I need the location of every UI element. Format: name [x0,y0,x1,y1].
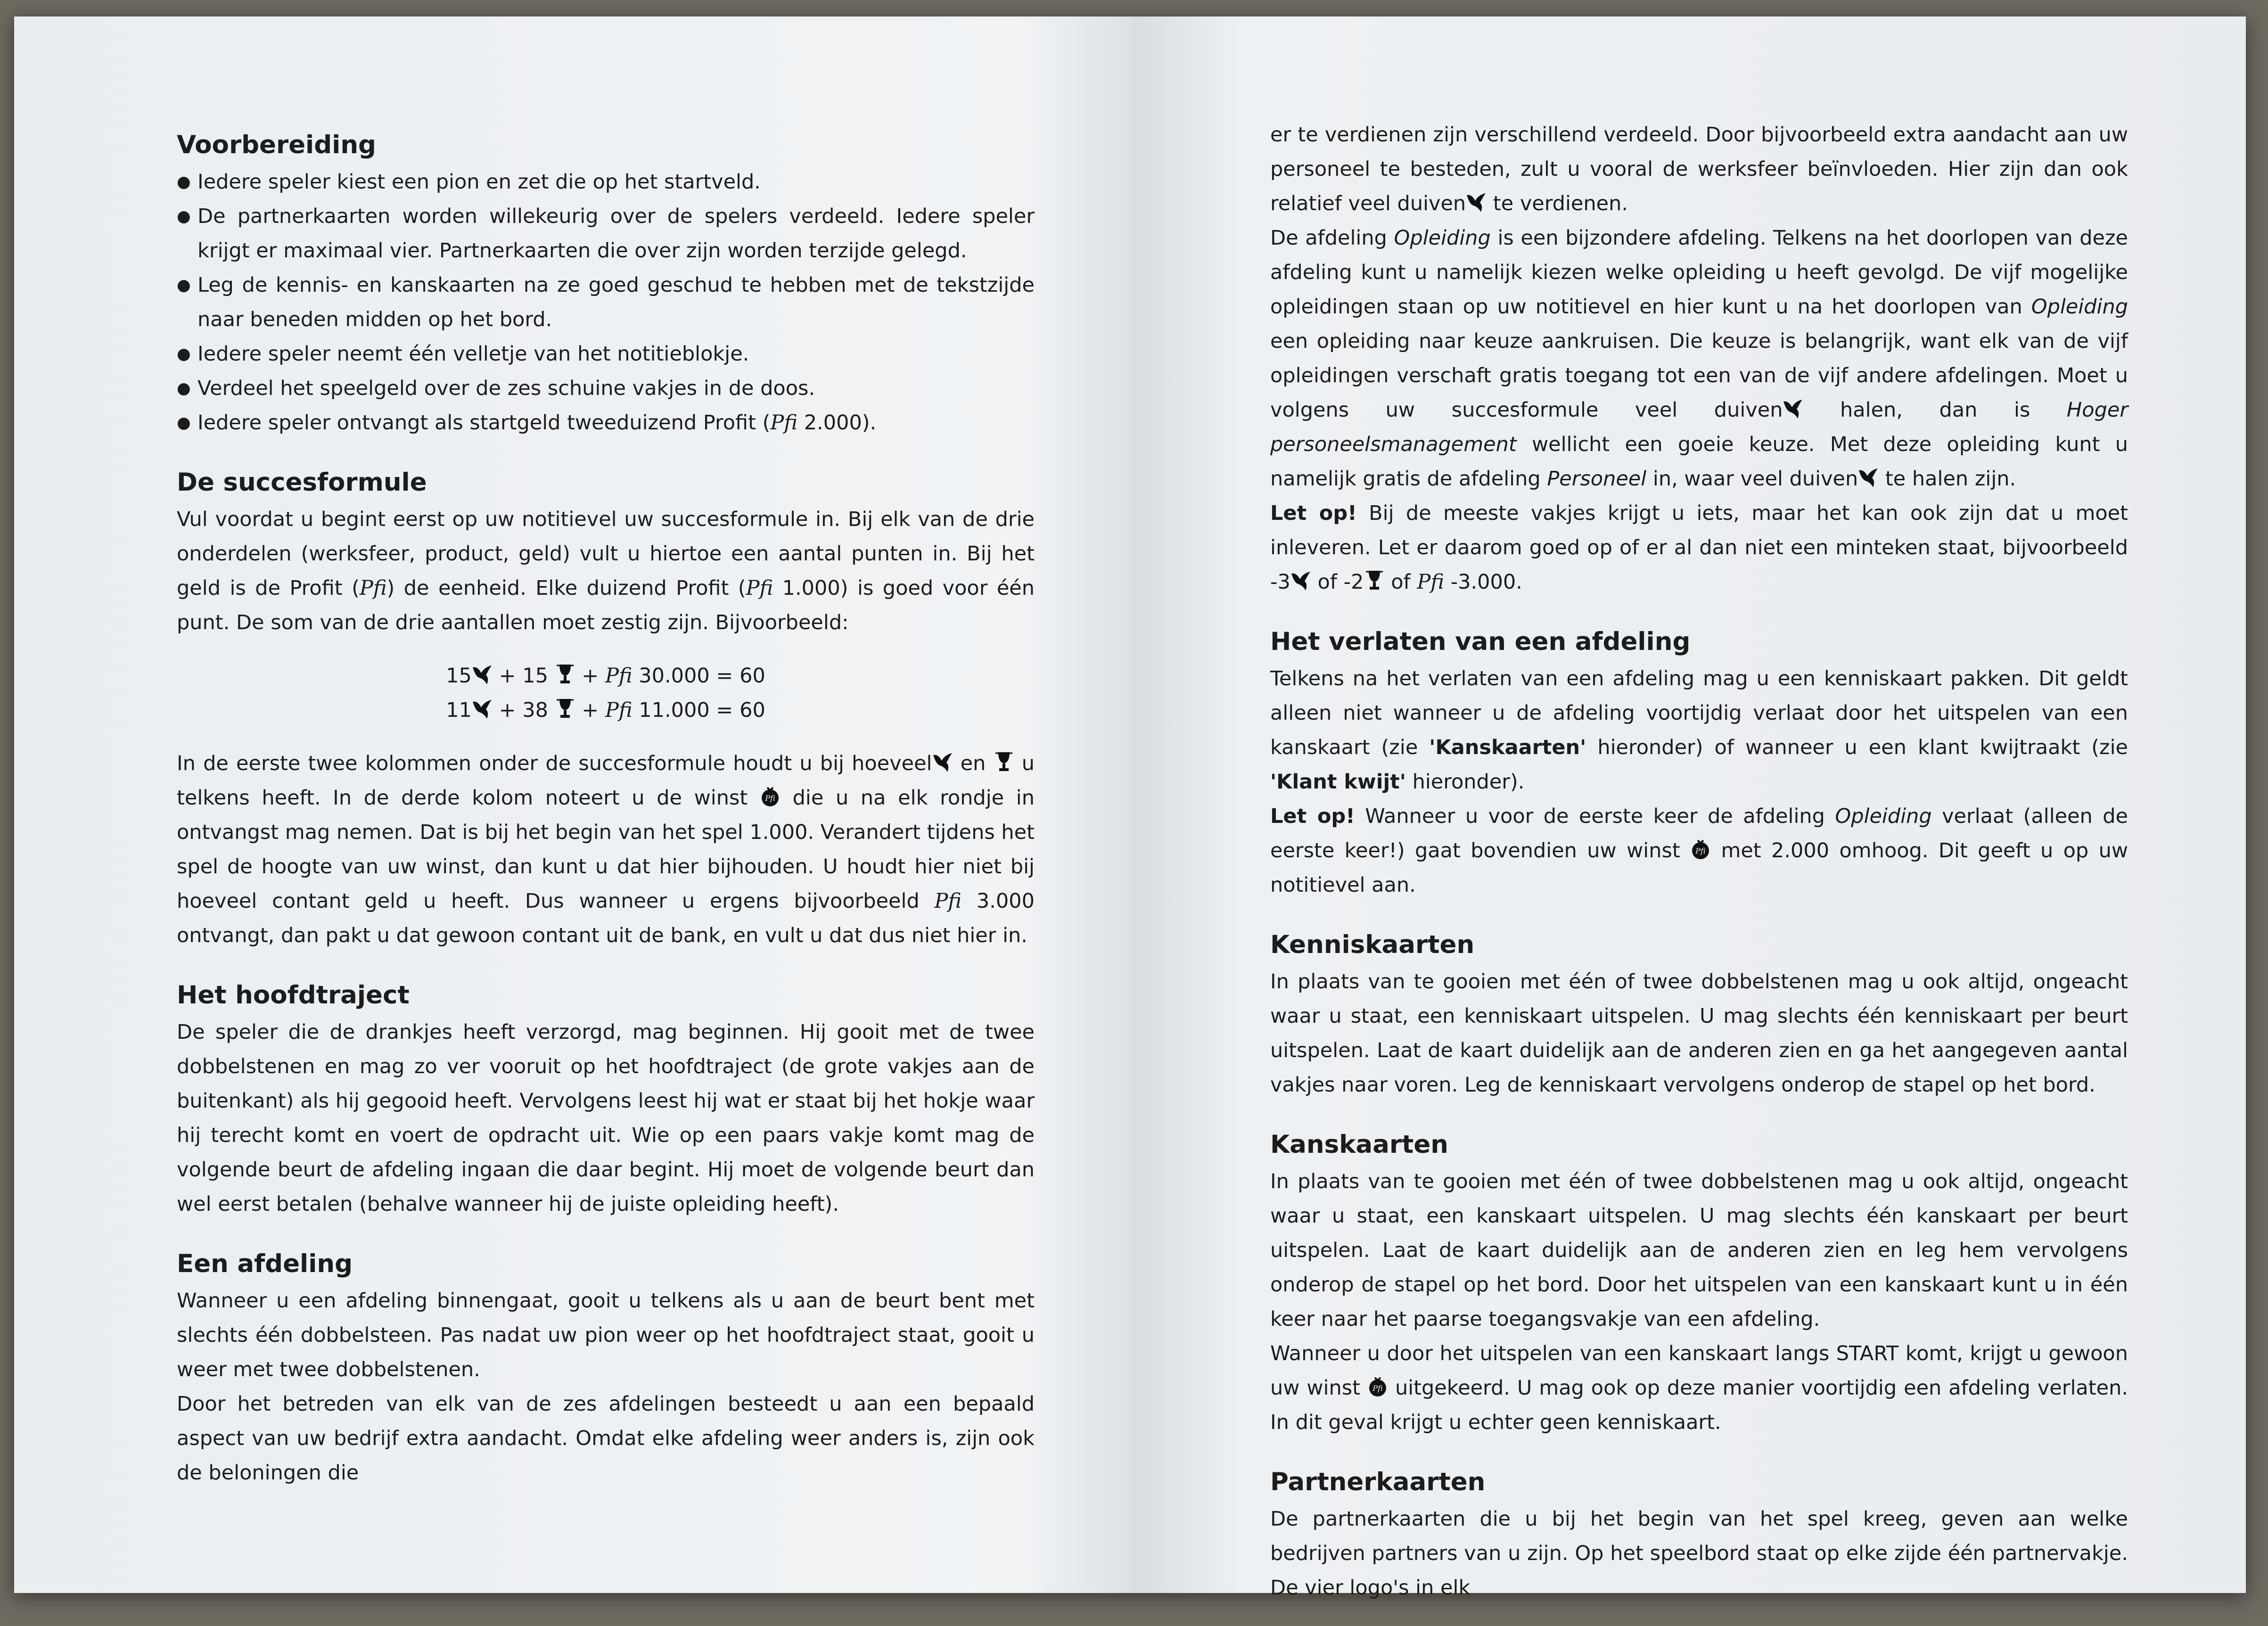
let-op-label: Let op! [1270,805,1355,828]
paragraph: Let op! Bij de meeste vakjes krijgt u iets, maar het kan ook zijn dat u moet inleveren. Let er daarom goed op of er al dan niet een minteken staat, bijvoorbeeld -3 of -2 of Pfi -3.000. [1270,501,2128,594]
list-item: ● Leg de kennis- en kanskaarten na ze goed geschud te hebben met de tekstzijde naar beneden midden op het bord. [177,268,1035,337]
pfi-currency: Pfi [359,576,387,600]
profit-bag-icon [1367,1375,1388,1397]
heading-succesformule: De succesformule [177,468,427,497]
paragraph: Telkens na het verlaten van een afdeling mag u een kenniskaart pakken. Dit geldt alleen niet wanneer u de afdeling voortijdig verlaat door het uitspelen van een kanskaart (zie 'Kanskaarten' hieronder) of wanneer u een klant kwijtraakt (zie 'Klant kwijt' hieronder). [1270,667,2128,794]
left-page [14,16,1126,1593]
heading-kenniskaarten: Kenniskaarten [1270,930,1475,959]
let-op-label: Let op! [1270,501,1357,525]
paragraph: De afdeling Opleiding is een bijzondere afdeling. Telkens na het doorlopen van deze afdeling kunt u namelijk kiezen welke opleiding u heeft gevolgd. De vijf mogelijke opleidingen staan op uw notitievel en hier kunt u na het doorlopen van Opleiding een opleiding naar keuze aankruisen. Die keuze is belangrijk, want elk van de vijf opleidingen verschaft gratis toegang tot een van de vijf andere afdelingen. Moet u volgens uw succesformule veel duiven halen, dan is Hoger personeelsmanagement wellicht een goeie keuze. Met deze opleiding kunt u namelijk gratis de afdeling Personeel in, waar veel duiven te halen zijn. [1270,226,2128,491]
formula-examples [177,659,1035,728]
paragraph: er te verdienen zijn verschillend verdeeld. Door bijvoorbeeld extra aandacht aan uw personeel te besteden, zult u vooral de werksfeer beïnvloeden. Hier zijn dan ook relatief veel duiven te verdienen. [1270,123,2128,215]
right-page [1134,16,2246,1600]
heading-verlaten-afdeling: Het verlaten van een afdeling [1270,627,1691,656]
list-item: ● De partnerkaarten worden willekeurig over de spelers verdeeld. Iedere speler krijgt er maximaal vier. Partnerkaarten die over zijn worden terzijde gelegd. [177,199,1035,268]
heading-een-afdeling: Een afdeling [177,1249,353,1278]
paragraph: Door het betreden van elk van de zes afdelingen besteedt u aan een bepaald aspect van uw bedrijf extra aandacht. Omdat elke afdeling weer anders is, zijn ook de beloningen die [177,1392,1035,1485]
trophy-icon [994,750,1014,773]
pfi-currency: Pfi [770,411,798,435]
dove-icon [1466,190,1487,213]
trophy-icon [555,697,575,720]
formula-line-2: 11 + 38 + Pfi 11.000 = 60 [177,693,1035,728]
list-item: ● Iedere speler kiest een pion en zet die op het startveld. [177,165,1035,199]
dove-icon [1858,466,1879,488]
paragraph: Wanneer u door het uitspelen van een kanskaart langs START komt, krijgt u gewoon uw winst uitgekeerd. U mag ook op deze manier voortijdig een afdeling verlaten. In dit geval krijgt u echter geen kenniskaart. [1270,1342,2128,1434]
formula-line-1: 15 + 15 + Pfi 30.000 = 60 [177,659,1035,693]
trophy-icon [555,663,575,685]
dove-icon [472,663,493,685]
paragraph: Let op! Wanneer u voor de eerste keer de afdeling Opleiding verlaat (alleen de eerste keer!) gaat bovendien uw winst met 2.000 omhoog. Dit geeft u op uw notitievel aan. [1270,805,2128,897]
preparation-list [177,165,1035,440]
paragraph: In de eerste twee kolommen onder de succesformule houdt u bij hoeveel en u telkens heeft. In de derde kolom noteert u de winst die u na elk rondje in ontvangst mag nemen. Dat is bij het begin van het spel 1.000. Verandert tijdens het spel de hoogte van uw winst, dan kunt u dat hier bijhouden. U houdt hier niet bij hoeveel contant geld u heeft. Dus wanneer u ergens bijvoorbeeld Pfi 3.000 ontvangt, dan pakt u dat gewoon contant uit de bank, en vult u dat dus niet hier in. [177,747,1035,953]
paragraph: In plaats van te gooien met één of twee dobbelstenen mag u ook altijd, ongeacht waar u staat, een kanskaart uitspelen. U mag slechts één kanskaart per beurt uitspelen. Laat de kaart duidelijk aan de anderen zien en leg hem vervolgens onderop de stapel op het bord. Door het uitspelen van een kanskaart kunt u in één keer naar het paarse toegangsvakje van een afdeling. [1270,1170,2128,1331]
left-column [177,118,1035,1490]
list-item: ● Verdeel het speelgeld over de zes schuine vakjes in de doos. [177,371,1035,406]
pfi-currency: Pfi [746,576,773,600]
heading-kanskaarten: Kanskaarten [1270,1130,1449,1159]
paragraph: Wanneer u een afdeling binnengaat, gooit u telkens als u aan de beurt bent met slechts één dobbelsteen. Pas nadat uw pion weer op het hoofdtraject staat, gooit u weer met twee dobbelstenen. [177,1289,1035,1381]
heading-partnerkaarten: Partnerkaarten [1270,1468,1486,1496]
dove-icon [932,750,953,773]
heading-voorbereiding: Voorbereiding [177,131,376,159]
trophy-icon [1364,569,1385,591]
profit-bag-icon [1690,838,1711,860]
list-item: ● Iedere speler ontvangt als startgeld tweeduizend Profit (Pfi 2.000). [177,406,1035,440]
profit-bag-icon [760,785,781,807]
dove-icon [1783,397,1803,419]
paragraph: In plaats van te gooien met één of twee dobbelstenen mag u ook altijd, ongeacht waar u staat, een kenniskaart uitspelen. U mag slechts één kenniskaart per beurt uitspelen. Laat de kaart duidelijk aan de anderen zien en ga het aangegeven aantal vakjes naar voren. Leg de kenniskaart vervolgens onderop de stapel op het bord. [1270,970,2128,1097]
dove-icon [1290,569,1311,591]
paragraph: De speler die de drankjes heeft verzorgd, mag beginnen. Hij gooit met de twee dobbelstenen en mag zo ver vooruit op het hoofdtraject (de grote vakjes aan de buitenkant) als hij gegooid heeft. Vervolgens leest hij wat er staat bij het hokje waar hij terecht komt en voert de opdracht uit. Wie op een paars vakje komt mag de volgende beurt de afdeling ingaan die daar begint. Hij moet de volgende beurt dan wel eerst betalen (behalve wanneer hij de juiste opleiding heeft). [177,1020,1035,1216]
right-column [1270,118,2128,1605]
paragraph: Vul voordat u begint eerst op uw notitievel uw succesformule in. Bij elk van de drie onderdelen (werksfeer, product, geld) vult u hiertoe een aantal punten in. Bij het geld is de Profit (Pfi) de eenheid. Elke duizend Profit (Pfi 1.000) is goed voor één punt. De som van de drie aantallen moet zestig zijn. Bijvoorbeeld: [177,508,1035,634]
list-item: ● Iedere speler neemt één velletje van het notitieblokje. [177,337,1035,371]
booklet-spread [14,16,2246,1600]
paragraph: De partnerkaarten die u bij het begin van het spel kreeg, geven aan welke bedrijven partners van u zijn. Op het speelbord staat op elke zijde één partnervakje. De vier logo's in elk [1270,1507,2128,1600]
heading-hoofdtraject: Het hoofdtraject [177,981,410,1010]
dove-icon [472,697,493,720]
